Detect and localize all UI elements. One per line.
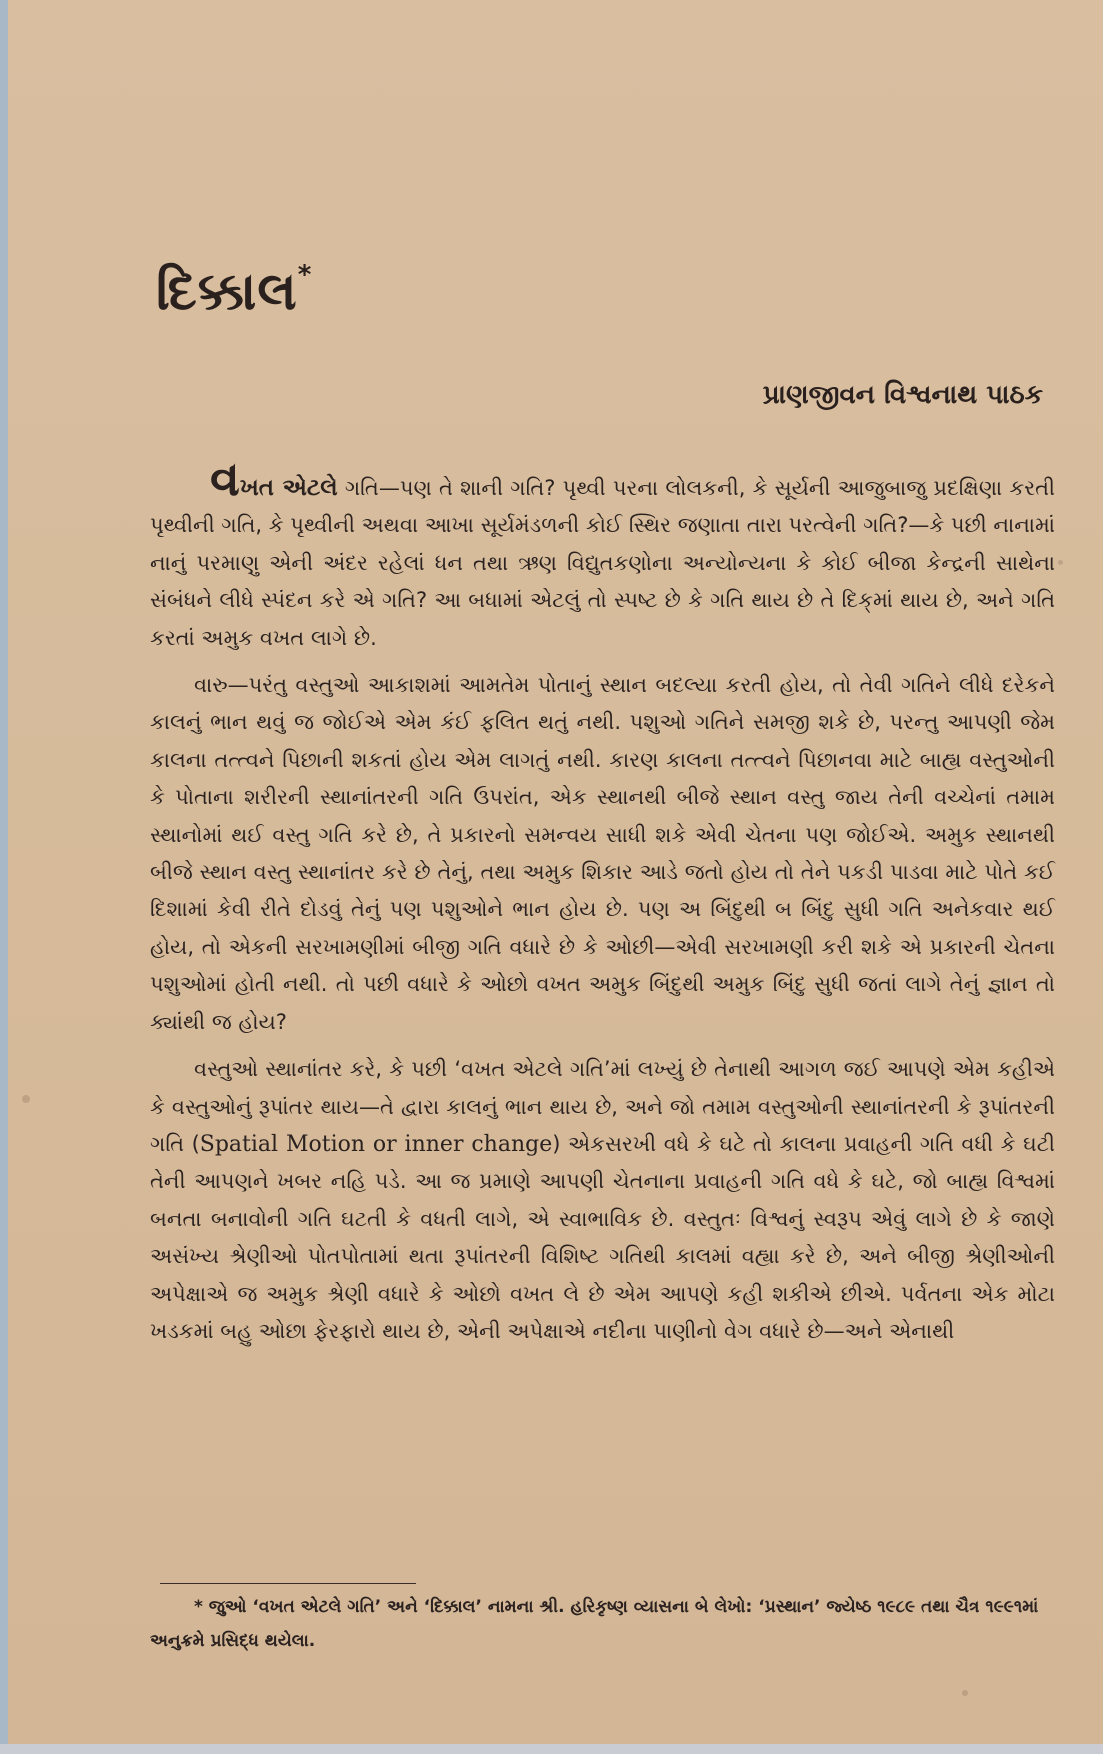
- footnote: * જુઓ ‘વખત એટલે ગતિ’ અને ‘દિક્કાલ’ નામના શ્રી. હરિકૃષ્ણ વ્યાસના બે લેખો: ‘પ્રસ્થાન’ જ્યેષ્ઠ ૧૯૮૯ તથા ચૈત્ર ૧૯૯૧માં અનુક્રમે પ્રસિદ્ધ થયેલા.: [150, 1597, 1039, 1651]
- scan-edge-left: [0, 0, 8, 1754]
- title-text: દિક્કાલ: [156, 262, 298, 322]
- footnote-rule: [160, 1583, 416, 1584]
- latin-phrase: Spatial Motion or inner change: [199, 1131, 553, 1157]
- paragraph-3-text-b: ) એકસરખી વધે કે ઘટે તો કાલના પ્રવાહની ગતિ વધી કે ઘટી તેની આપણને ખબર નહિ પડે. આ જ પ્રમાણે આપણી ચેતનાના પ્રવાહની ગતિ વધે કે ઘટે, જો બાહ્ય વિશ્વમાં બનતા બનાવોની ગતિ ઘટતી કે વધતી લાગે, એ સ્વાભાવિક છે. વસ્તુતઃ વિશ્વનું સ્વરૂપ એવું લાગે છે કે જાણે અસંખ્ય શ્રેણીઓ પોતપોતામાં થતા રૂપાંતરની વિશિષ્ટ ગતિથી કાલમાં વહ્યા કરે છે, અને બીજી શ્રેણીઓની અપેક્ષાએ જ અમુક શ્રેણી વધારે કે ઓછો વખત લે છે એમ આપણે કહી શકીએ છીએ. પર્વતના એક મોટા ખડકમાં બહુ ઓછા ફેરફારો થાય છે, એની અપેક્ષાએ નદીના પાણીનો વેગ વધારે છે—અને એનાથી: [150, 1131, 1055, 1343]
- paragraph-3-text-a: વસ્તુઓ સ્થાનાંતર કરે, કે પછી ‘વખત એટલે ગતિ’માં લખ્યું છે તેનાથી આગળ જઈ આપણે એમ કહીએ કે વસ્તુઓનું રૂપાંતર થાય—તે દ્વારા કાલનું ભાન થાય છે, અને જો તમામ વસ્તુઓની સ્થાનાંતરની કે રૂપાંતરની ગતિ (: [150, 1057, 1055, 1156]
- lead-words: ખત એટલે: [239, 475, 338, 501]
- footnote-marker: *: [297, 260, 313, 290]
- paragraph-3: [150, 1051, 1055, 1350]
- paper-spot: [22, 1095, 30, 1103]
- scan-edge-bottom: [0, 1744, 1103, 1754]
- author-name: પ્રાણજીવન વિશ્વનાથ પાઠક: [762, 380, 1043, 410]
- paragraph-2: વારુ—પરંતુ વસ્તુઓ આકાશમાં આમતેમ પોતાનું સ્થાન બદલ્યા કરતી હોય, તો તેવી ગતિને લીધે દરેકને કાલનું ભાન થવું જ જોઈએ એમ કંઈ ફલિત થતું નથી. પશુઓ ગતિને સમજી શકે છે, પરન્તુ આપણી જેમ કાલના તત્ત્વને પિછાની શકતાં હોય એમ લાગતું નથી. કારણ કાલના તત્ત્વને પિછાનવા માટે બાહ્ય વસ્તુઓની કે પોતાના શરીરની સ્થાનાંતરની ગતિ ઉપરાંત, એક સ્થાનથી બીજે સ્થાન વસ્તુ જાય તેની વચ્ચેનાં તમામ સ્થાનોમાં થઈ વસ્તુ ગતિ કરે છે, તે પ્રકારનો સમન્વય સાધી શકે એવી ચેતના પણ જોઈએ. અમુક સ્થાનથી બીજે સ્થાન વસ્તુ સ્થાનાંતર કરે છે તેનું, તથા અમુક શિકાર આડે જતો હોય તો તેને પકડી પાડવા માટે પોતે કઈ દિશામાં કેવી રીતે દોડવું તેનું પણ પશુઓને ભાન હોય છે. પણ અ બિંદુથી બ બિંદુ સુધી ગતિ અનેકવાર થઈ હોય, તો એકની સરખામણીમાં બીજી ગતિ વધારે છે કે ઓછી—એવી સરખામણી કરી શકે એ પ્રકારની ચેતના પશુઓમાં હોતી નથી. તો પછી વધારે કે ઓછો વખત અમુક બિંદુથી અમુક બિંદુ સુધી જતાં લાગે તેનું જ્ઞાન તો ક્યાંથી જ હોય?: [150, 673, 1055, 1034]
- paragraph-1-text: ગતિ—પણ તે શાની ગતિ? પૃથ્વી પરના લોલકની, કે સૂર્યની આજુબાજુ પ્રદક્ષિણા કરતી પૃથ્વીની ગતિ, કે પૃથ્વીની અથવા આખા સૂર્યમંડળની કોઈ સ્થિર જણાતા તારા પરત્વેની ગતિ?—કે પછી નાનામાં નાનું પરમાણુ એની અંદર રહેલાં ધન તથા ઋણ વિદ્યુતકણોના અન્યોન્યના કે કોઈ બીજા કેન્દ્રની સાથેના સંબંધને લીધે સ્પંદન કરે એ ગતિ? આ બધામાં એટલું તો સ્પષ્ટ છે કે ગતિ થાય છે તે દિક્‌માં થાય છે, અને ગતિ કરતાં અમુક વખત લાગે છે.: [150, 476, 1056, 650]
- drop-cap: વ: [210, 451, 240, 507]
- article-title: [156, 262, 312, 323]
- paper-spot: [1058, 560, 1063, 565]
- paper-spot: [962, 1690, 968, 1696]
- article-body: [150, 451, 1056, 1360]
- paragraph-1: [150, 451, 1056, 657]
